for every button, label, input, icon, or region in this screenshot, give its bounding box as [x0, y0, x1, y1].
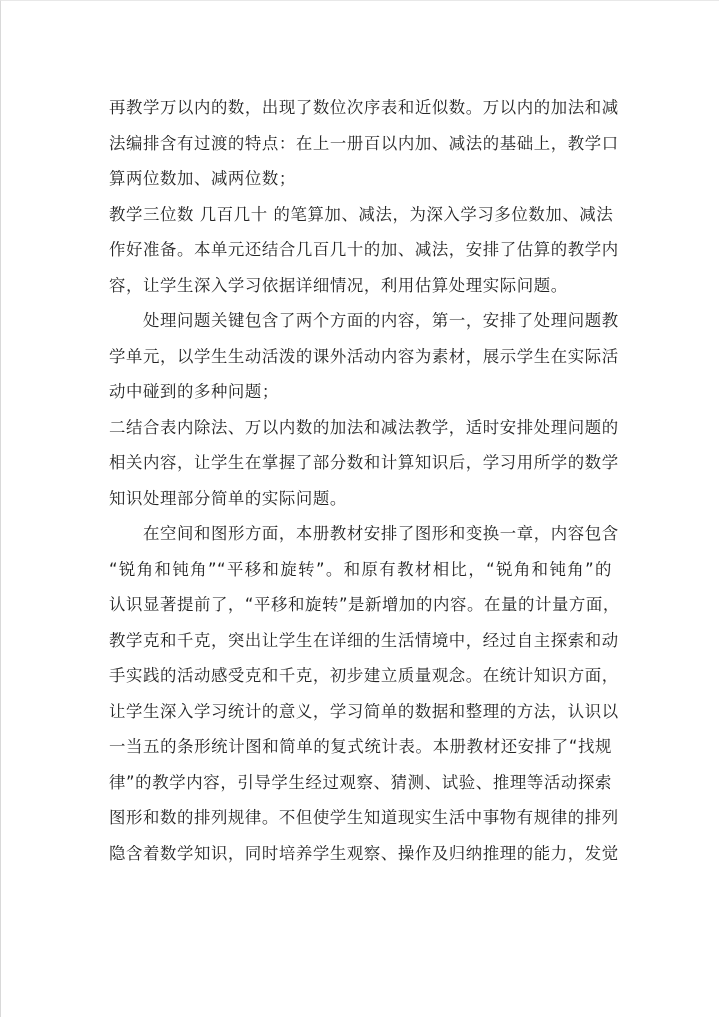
text-line: 图形和数的排列规律。不但使学生知道现实生活中事物有规律的排列	[109, 808, 619, 827]
text-line: 再教学万以内的数，出现了数位次序表和近似数。万以内的加法和减	[109, 98, 619, 117]
text-line: 知识处理部分简单的实际问题。	[109, 488, 347, 508]
text-line: 律”的教学内容，引导学生经过观察、猜测、试验、推理等活动探索	[109, 772, 612, 792]
text-line: 容，让学生深入学习依据详细情况，利用估算处理实际问题。	[109, 275, 568, 295]
text-line: 作好准备。本单元还结合几百几十的加、减法，安排了估算的教学内	[109, 240, 619, 259]
document-body	[109, 90, 620, 871]
paragraph-first-line: 在空间和图形方面，本册教材安排了图形和变换一章，内容包含	[143, 524, 619, 543]
text-line: 二结合表内除法、万以内数的加法和减法教学，适时安排处理问题的	[109, 417, 619, 437]
text-line: 一当五的条形统计图和简单的复式统计表。本册教材还安排了“找规	[109, 737, 612, 756]
text-line: 算两位数加、减两位数；	[109, 169, 296, 188]
text-line: 认识显著提前了，“平移和旋转”是新增加的内容。在量的计量方面，	[109, 595, 620, 614]
text-line: 教学三位数 几百几十 的笔算加、减法，为深入学习多位数加、减法	[109, 204, 614, 224]
text-line: 让学生深入学习统计的意义，学习简单的数据和整理的方法，认识以	[109, 701, 619, 721]
text-line: 法编排含有过渡的特点：在上一册百以内加、减法的基础上，教学口	[109, 133, 619, 153]
text-line: 隐含着数学知识，同时培养学生观察、操作及归纳推理的能力，发觉	[109, 843, 619, 863]
text-line: 学单元，以学生生动活泼的课外活动内容为素材，展示学生在实际活	[109, 346, 619, 366]
text-line: 动中碰到的多种问题；	[109, 382, 279, 401]
paragraph-first-line: 处理问题关键包含了两个方面的内容，第一，安排了处理问题教	[143, 311, 619, 330]
text-line: 手实践的活动感受克和千克，初步建立质量观念。在统计知识方面，	[109, 666, 619, 685]
text-line: “锐角和钝角”“平移和旋转”。和原有教材相比，“锐角和钝角”的	[109, 559, 612, 579]
text-line: 教学克和千克，突出让学生在详细的生活情境中，经过自主探索和动	[109, 630, 619, 650]
text-line: 相关内容，让学生在掌握了部分数和计算知识后，学习用所学的数学	[109, 453, 619, 472]
